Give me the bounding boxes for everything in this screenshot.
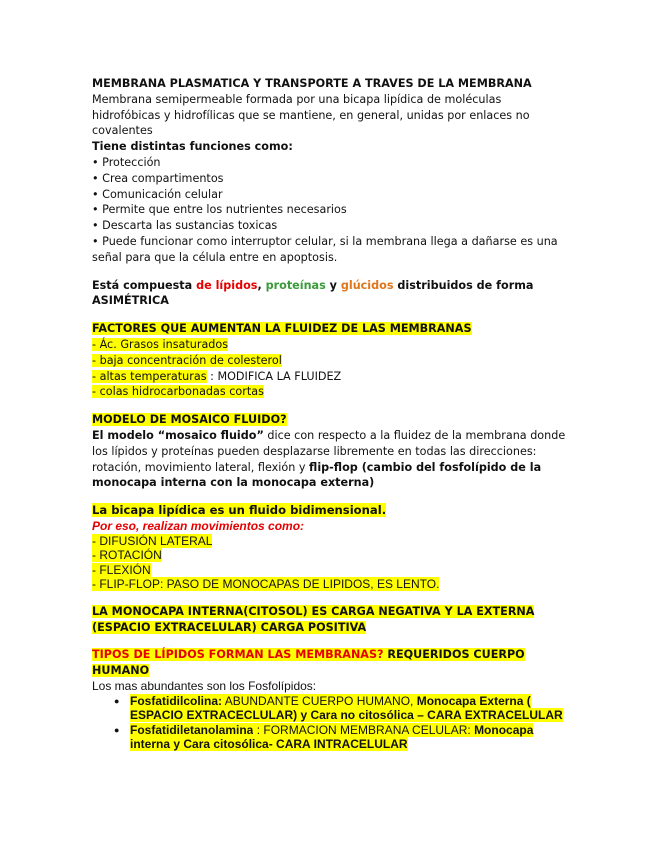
- mosaic-paragraph: [92, 428, 572, 491]
- movement-item-text: - DIFUSIÓN LATERAL: [92, 533, 213, 548]
- composition-glucids: glúcidos: [340, 278, 394, 292]
- lipid-location: Monocapa Externa ( ESPACIO EXTRACECLULAR) y Cara no citosólica – CARA EXTRACELULAR: [130, 693, 563, 723]
- fluidity-item: [92, 369, 572, 385]
- movement-item: [92, 548, 572, 563]
- fluidity-item-text: - baja concentración de colesterol: [92, 353, 282, 367]
- composition-sep: y: [325, 278, 341, 292]
- lipid-item: [130, 694, 572, 723]
- composition-sep: ,: [257, 278, 266, 292]
- mosaic-heading: [92, 412, 572, 428]
- function-item: • Protección: [92, 155, 161, 169]
- mosaic-tail: flip-flop (cambio del fosfolípido de la monocapa interna con la monocapa externa): [92, 460, 542, 490]
- fluidity-heading-text: FACTORES QUE AUMENTAN LA FLUIDEZ DE LAS MEMBRANAS: [92, 322, 472, 336]
- lipids-heading: [92, 647, 572, 679]
- fluidity-note: : MODIFICA LA FLUIDEZ: [206, 369, 342, 383]
- intro-paragraph: Membrana semipermeable formada por una bicapa lipídica de moléculas hidrofóbicas y hidrofílicas que se mantiene, en general, unidas por enlaces no covalentes: [92, 92, 530, 138]
- function-item: • Crea compartimentos: [92, 171, 224, 185]
- lipids-heading-black: REQUERIDOS CUERPO HUMANO: [92, 648, 525, 678]
- lipid-name: Fosfatidilcolina:: [130, 693, 223, 708]
- fluidity-item: [92, 353, 572, 369]
- mosaic-lead: El modelo “mosaico fluido”: [92, 428, 264, 442]
- lipid-desc: : FORMACION MEMBRANA CELULAR:: [253, 722, 475, 737]
- bilayer-subline: Por eso, realizan movimientos como:: [92, 518, 305, 533]
- bilayer-line: [92, 503, 572, 519]
- mosaic-body: dice con respecto a la fluidez de la membrana donde los lípidos y proteínas pueden desplazarse libremente en todas las direcciones: rotación, movimiento lateral, flexión y: [92, 428, 566, 474]
- functions-heading: Tiene distintas funciones como:: [92, 140, 293, 154]
- function-item: • Puede funcionar como interruptor celular, si la membrana llega a dañarse es una señal para que la célula entre en apoptosis.: [92, 234, 558, 264]
- composition-suffix: distribuidos de forma ASIMÉTRICA: [92, 278, 534, 308]
- composition-prefix: Está compuesta: [92, 278, 197, 292]
- fluidity-heading: [92, 321, 572, 337]
- lipids-subtitle: Los mas abundantes son los Fosfolípidos:: [92, 679, 317, 694]
- bilayer-line-text: La bicapa lipídica es un fluido bidimensional.: [92, 503, 387, 518]
- function-item: • Permite que entre los nutrientes necesarios: [92, 203, 347, 217]
- composition-proteins: proteínas: [265, 278, 326, 292]
- lipids-list: [92, 694, 572, 752]
- lipid-item: [130, 723, 572, 752]
- document-title: MEMBRANA PLASMATICA Y TRANSPORTE A TRAVES DE LA MEMBRANA: [92, 77, 532, 90]
- fluidity-item: [92, 337, 572, 353]
- function-item: • Descarta las sustancias toxicas: [92, 219, 278, 233]
- movement-item: [92, 534, 572, 549]
- fluidity-item-text: - colas hidrocarbonadas cortas: [92, 385, 264, 399]
- composition-line: [92, 278, 572, 310]
- movement-item-text: - FLEXIÓN: [92, 562, 151, 577]
- lipid-location: Monocapa interna y Cara citosólica- CARA INTRACELULAR: [130, 722, 534, 752]
- lipid-name: Fosfatidiletanolamina: [130, 722, 254, 737]
- fluidity-item: [92, 384, 572, 400]
- movement-item-text: - FLIP-FLOP: PASO DE MONOCAPAS DE LIPIDOS, ES LENTO.: [92, 577, 440, 592]
- fluidity-item-text: - altas temperaturas: [92, 369, 207, 383]
- lipids-heading-red: TIPOS DE LÍPIDOS FORMAN LAS MEMBRANAS?: [92, 648, 384, 662]
- movement-item: [92, 563, 572, 578]
- fluidity-item-text: - Ác. Grasos insaturados: [92, 337, 229, 351]
- lipid-desc: ABUNDANTE CUERPO HUMANO,: [222, 693, 417, 708]
- function-item: • Comunicación celular: [92, 187, 223, 201]
- document-page: [92, 76, 572, 752]
- movement-item-text: - ROTACIÓN: [92, 548, 162, 563]
- mosaic-heading-text: MODELO DE MOSAICO FLUIDO?: [92, 413, 287, 427]
- charge-note: [92, 604, 572, 636]
- composition-lipids: de lípidos: [196, 278, 258, 292]
- charge-note-text: LA MONOCAPA INTERNA(CITOSOL) ES CARGA NEGATIVA Y LA EXTERNA (ESPACIO EXTRACELULAR) CARGA POSITIVA: [92, 604, 535, 634]
- movement-item: [92, 577, 572, 592]
